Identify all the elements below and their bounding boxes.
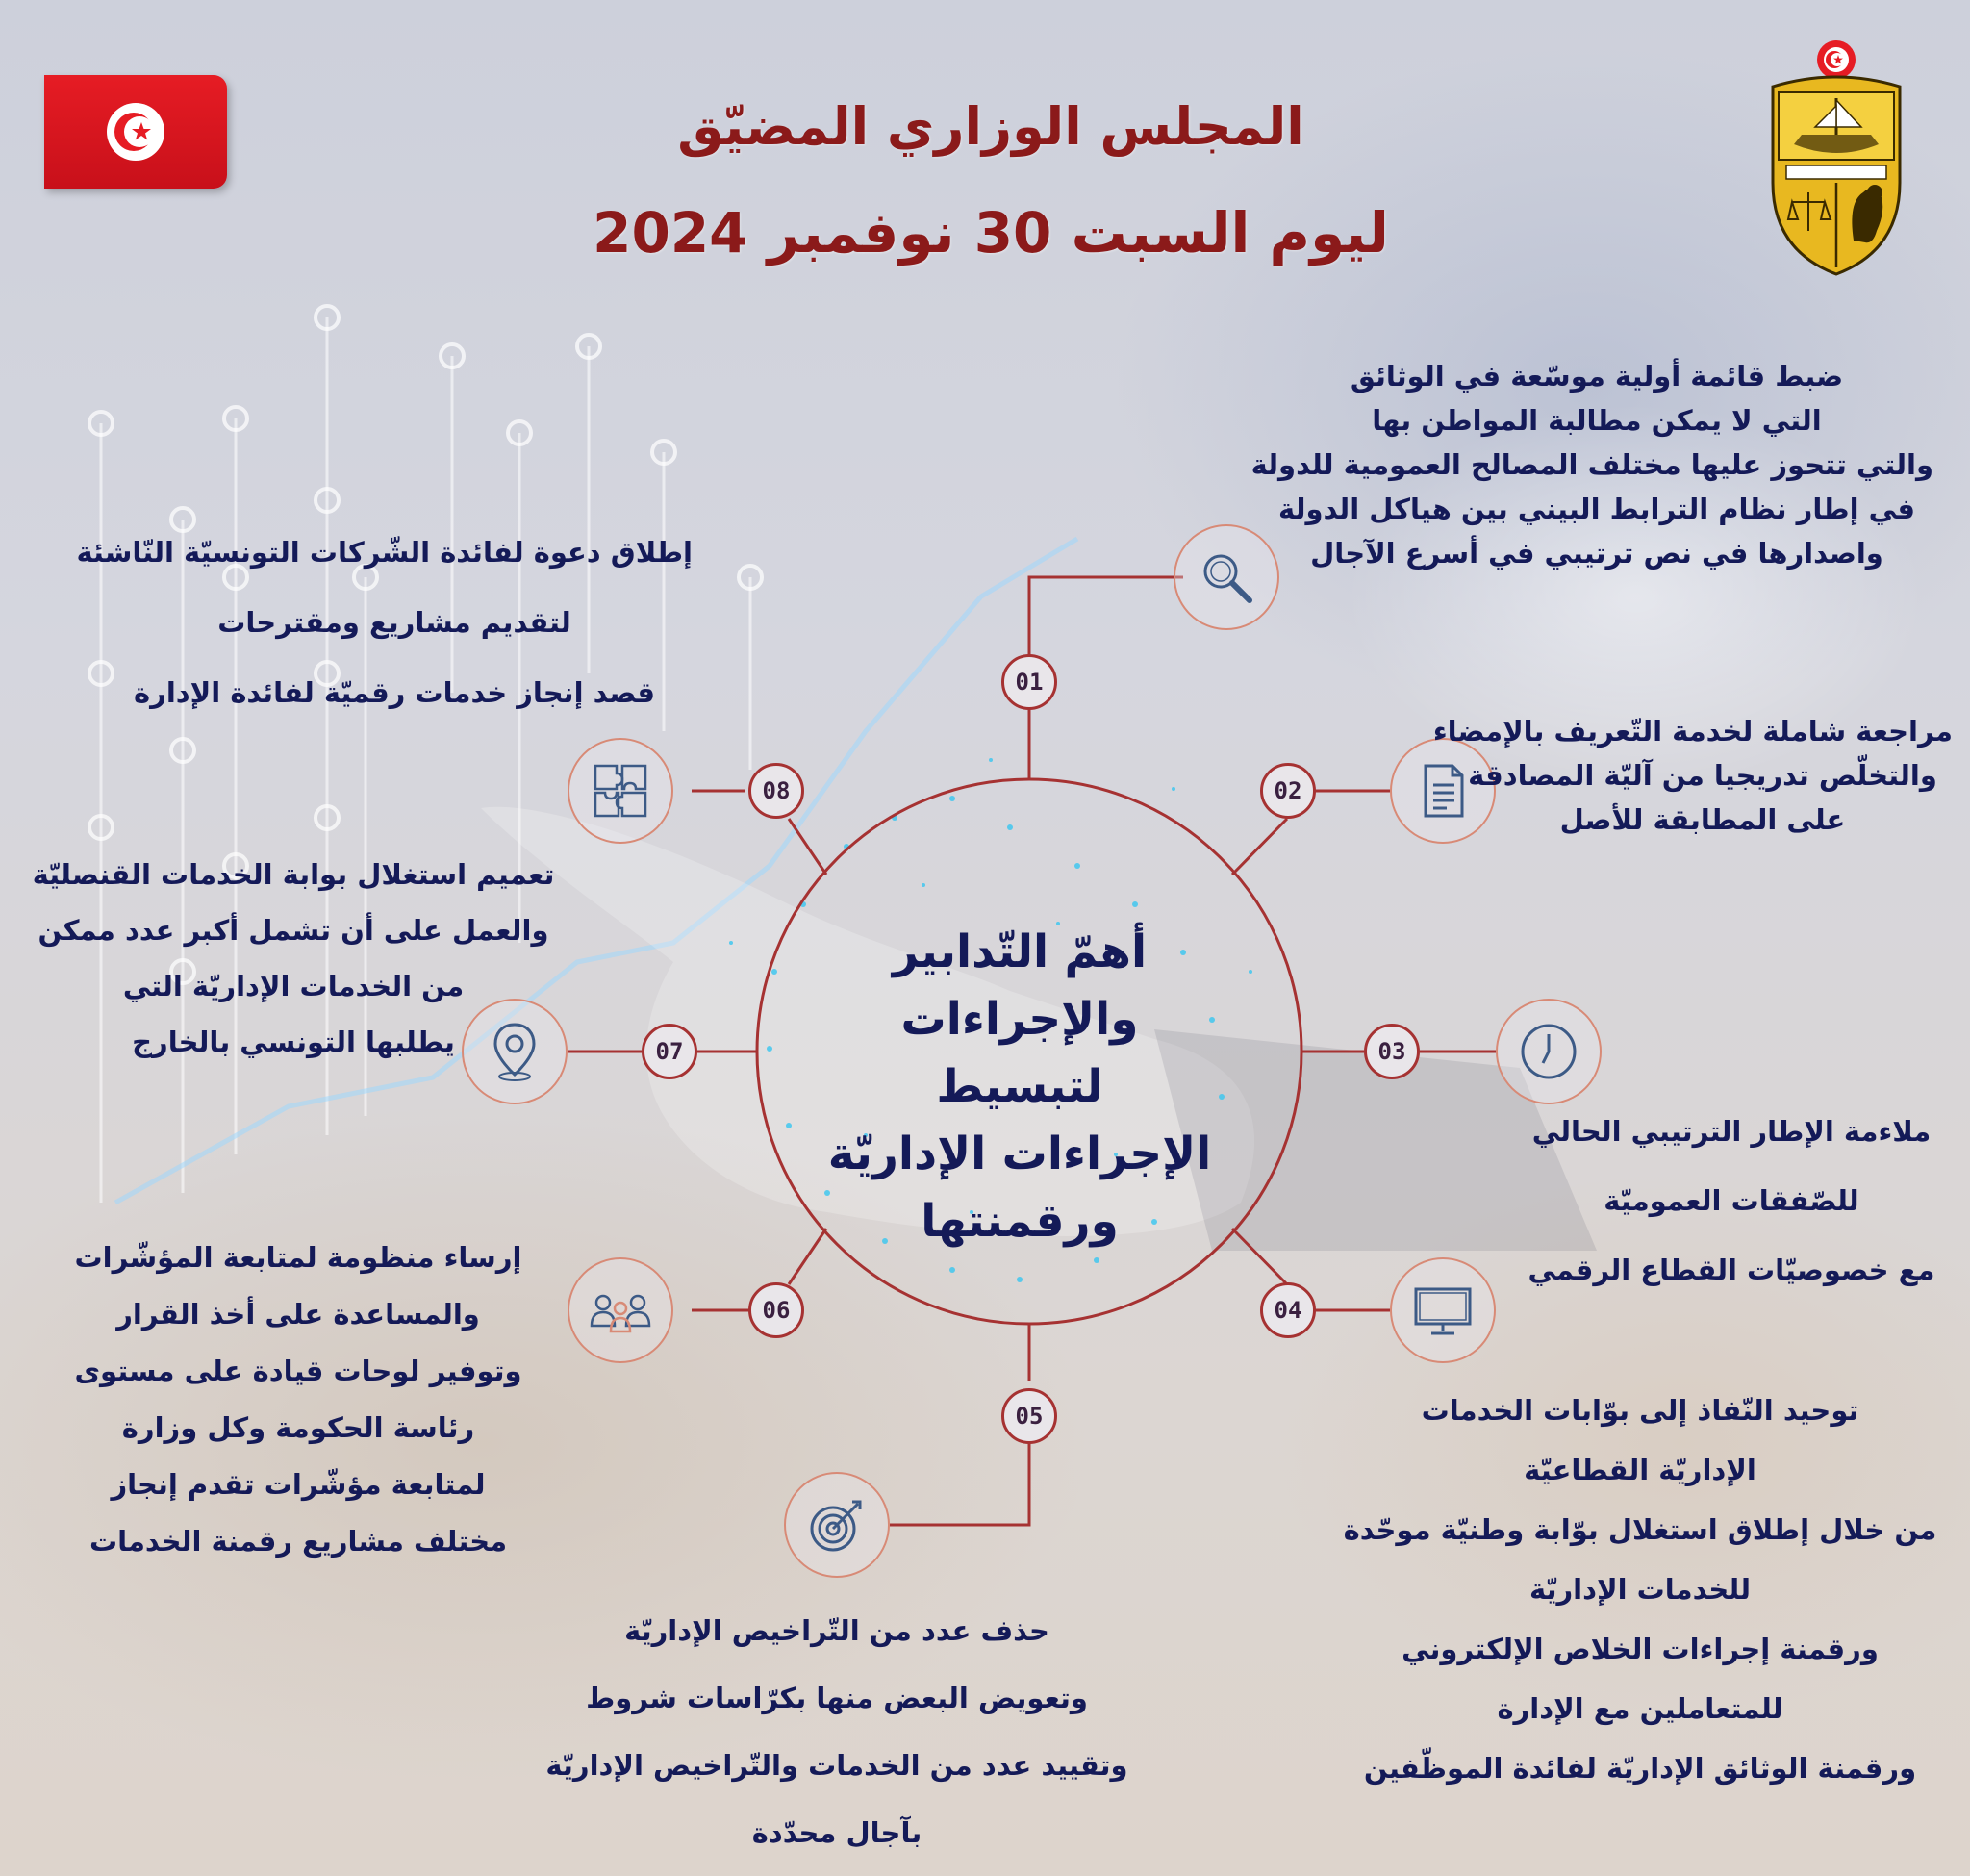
item-line: في إطار نظام الترابط البيني بين هياكل الدولة (1278, 493, 1915, 525)
center-heading-line: ورقمنتها (921, 1195, 1119, 1248)
item-03-text (1520, 1097, 1943, 1305)
center-heading (770, 919, 1270, 1255)
tunisia-flag-banner (44, 75, 227, 189)
item-line: والتخلّص تدريجيا من آليّة المصادقة (1468, 759, 1937, 792)
item-icon-ring (1390, 1257, 1496, 1363)
item-number-badge: 02 (1260, 763, 1316, 819)
item-icon-ring (568, 1257, 673, 1363)
users-icon (590, 1280, 651, 1341)
item-number-badge: 08 (748, 763, 804, 819)
item-line: ملاءمة الإطار الترتيبي الحالي (1531, 1115, 1932, 1148)
item-line: وتوفير لوحات قيادة على مستوى (74, 1355, 522, 1387)
item-line: توحيد النّفاذ إلى بوّابات الخدمات (1421, 1394, 1859, 1427)
item-line: واصدارها في نص ترتيبي في أسرع الآجال (1310, 537, 1883, 570)
item-number-badge: 06 (748, 1282, 804, 1338)
item-line: يطلبها التونسي بالخارج (132, 1026, 455, 1058)
item-line: ورقمنة إجراءات الخلاص الإلكتروني (1402, 1633, 1879, 1665)
puzzle-icon (590, 760, 651, 822)
item-line: الإداريّة القطاعيّة (1524, 1454, 1756, 1486)
monitor-icon (1412, 1280, 1474, 1341)
page-subtitle-date: ليوم السبت 30 نوفمبر 2024 (593, 200, 1389, 266)
item-line: بآجال محدّدة (751, 1816, 922, 1849)
item-line: لمتابعة مؤشّرات تقدم إنجاز (111, 1468, 486, 1501)
tunisia-coat-of-arms-icon (1765, 38, 1907, 279)
item-line: وتقييد عدد من الخدمات والتّراخيص الإداريّة (545, 1749, 1128, 1782)
item-line: ضبط قائمة أولية موسّعة في الوثائق (1350, 360, 1844, 393)
item-line: إرساء منظومة لمتابعة المؤشّرات (74, 1241, 522, 1274)
item-06-text (29, 1230, 568, 1570)
item-line: للصّفقات العموميّة (1604, 1184, 1859, 1217)
item-08-text (76, 518, 693, 728)
item-line: من الخدمات الإداريّة التي (122, 970, 465, 1002)
item-line: والتي تتحوز عليها مختلف المصالح العمومية للدولة (1250, 448, 1933, 481)
page-title: المجلس الوزاري المضيّق (677, 96, 1304, 157)
item-line: والعمل على أن تشمل أكبر عدد ممكن (38, 914, 549, 947)
item-icon-ring (1496, 999, 1602, 1104)
item-04-text (1342, 1381, 1938, 1798)
item-number-badge: 05 (1001, 1388, 1057, 1444)
flag-crescent-star-icon (105, 101, 166, 163)
item-number-badge: 01 (1001, 654, 1057, 710)
item-line: مراجعة شاملة لخدمة التّعريف بالإمضاء (1432, 715, 1953, 748)
search-icon (1196, 546, 1257, 608)
item-line: مختلف مشاريع رقمنة الخدمات (88, 1525, 508, 1558)
item-number-badge: 04 (1260, 1282, 1316, 1338)
item-line: تعميم استغلال بوابة الخدمات القنصليّة (32, 858, 555, 891)
item-icon-ring (784, 1472, 890, 1578)
item-number-badge: 03 (1364, 1024, 1420, 1079)
item-07-text (24, 847, 563, 1070)
center-heading-line: أهمّ التّدابير والإجراءات (892, 925, 1148, 1046)
item-01-text (1250, 354, 1933, 575)
item-line: من خلال إطلاق استغلال بوّابة وطنيّة موحّدة (1343, 1513, 1937, 1546)
item-line: لتقديم مشاريع ومقترحات (217, 606, 571, 639)
item-line: قصد إنجاز خدمات رقميّة لفائدة الإدارة (134, 676, 655, 709)
item-05-text (491, 1597, 1183, 1866)
item-line: حذف عدد من التّراخيص الإداريّة (624, 1614, 1049, 1647)
target-icon (806, 1494, 868, 1556)
item-line: للخدمات الإداريّة (1529, 1573, 1751, 1606)
item-line: إطلاق دعوة لفائدة الشّركات التونسيّة النّاشئة (76, 536, 693, 569)
item-line: التي لا يمكن مطالبة المواطن بها (1372, 404, 1822, 437)
clock-icon (1518, 1021, 1579, 1082)
item-line: والمساعدة على أخذ القرار (116, 1298, 480, 1331)
center-heading-line: الإجراءات الإداريّة (827, 1128, 1212, 1180)
item-line: للمتعاملين مع الإدارة (1497, 1692, 1783, 1725)
center-heading-line: لتبسيط (936, 1060, 1103, 1113)
item-line: رئاسة الحكومة وكل وزارة (121, 1411, 475, 1444)
item-icon-ring (568, 738, 673, 844)
item-line: على المطابقة للأصل (1559, 803, 1846, 836)
item-number-badge: 07 (642, 1024, 697, 1079)
item-02-text (1432, 709, 1953, 842)
item-line: وتعويض البعض منها بكرّاسات شروط (586, 1682, 1088, 1714)
item-line: ورقمنة الوثائق الإداريّة لفائدة الموظّفين (1363, 1752, 1917, 1785)
item-line: مع خصوصيّات القطاع الرقمي (1528, 1254, 1935, 1286)
